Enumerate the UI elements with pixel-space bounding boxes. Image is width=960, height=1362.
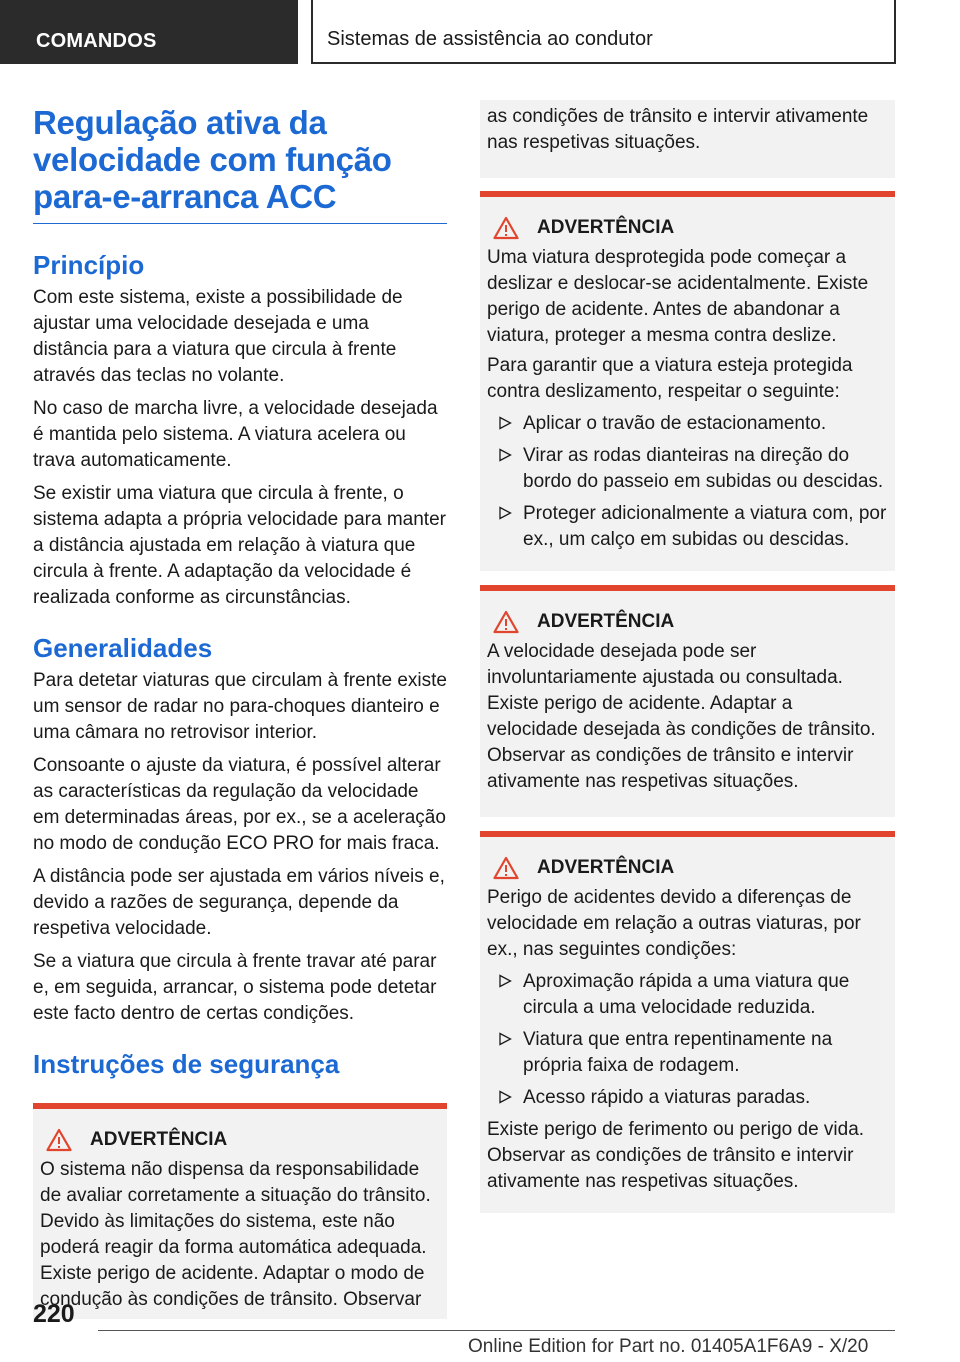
paragraph: Para detetar viaturas que circulam à frente existe um sensor de radar no para-choques dianteiro e uma câmara no retrovisor interior.: [33, 670, 447, 743]
warning-text: Perigo de acidentes devido a diferenças de velocidade em relação a outras viaturas, por ex., nas seguintes condições:: [487, 887, 861, 960]
warning-text: Para garantir que a viatura esteja protegida contra deslizamento, respeitar o seguinte:: [487, 355, 853, 402]
warning-title-text: ADVERTÊNCIA: [537, 217, 675, 238]
right-column: [480, 100, 895, 1213]
chapter-label: Sistemas de assistência ao condutor: [327, 28, 653, 50]
page-number: 220: [33, 1300, 75, 1328]
warning-title: [487, 609, 887, 635]
warning-box: [33, 1103, 447, 1319]
bullet-triangle-icon: [498, 1090, 512, 1104]
list-item: [487, 969, 887, 1021]
warning-title-text: ADVERTÊNCIA: [537, 857, 675, 878]
heading-principio: Princípio: [33, 250, 145, 280]
paragraph: A distância pode ser ajustada em vários níveis e, devido a razões de segurança, depende da respetiva velocidade.: [33, 866, 445, 939]
list-item-text: Acesso rápido a viaturas paradas.: [523, 1087, 811, 1108]
page-title: [33, 104, 447, 215]
warning-text: Uma viatura desprotegida pode começar a deslizar e deslocar-se acidentalmente. Existe perigo de acidente. Antes de abandonar a viatura, proteger a mesma contra deslize.: [487, 247, 869, 346]
title-rule: [33, 223, 447, 224]
warning-box: [480, 831, 895, 1213]
list-item: [487, 501, 887, 553]
bullet-triangle-icon: [498, 1032, 512, 1046]
warning-box-continued: [480, 100, 895, 178]
title-line: velocidade com função: [33, 141, 392, 178]
heading-generalidades: Generalidades: [33, 633, 213, 663]
warning-title: [40, 1127, 439, 1153]
list-item: [487, 1085, 887, 1111]
warning-box: [480, 191, 895, 571]
list-item: [487, 1027, 887, 1079]
warning-title: [487, 855, 887, 881]
chapter-tab: [311, 0, 896, 64]
list-item-text: Proteger adicionalmente a viatura com, por ex., um calço em subidas ou descidas.: [523, 503, 887, 550]
paragraph: Consoante o ajuste da viatura, é possível alterar as características da regulação da velocidade em determinadas áreas, por ex., se a aceleração no modo de condução ECO PRO for mais fraca.: [33, 755, 446, 854]
bullet-triangle-icon: [498, 416, 512, 430]
warning-triangle-icon: [493, 856, 519, 880]
paragraph: Se a viatura que circula à frente travar até parar e, em seguida, arrancar, o sistema pode detetar este facto dentro de certas condições.: [33, 951, 437, 1024]
list-item-text: Aproximação rápida a uma viatura que circula a uma velocidade reduzida.: [523, 971, 850, 1018]
title-line: Regulação ativa da: [33, 104, 327, 141]
list-item-text: Aplicar o travão de estacionamento.: [523, 413, 827, 434]
bullet-triangle-icon: [498, 448, 512, 462]
paragraph: No caso de marcha livre, a velocidade desejada é mantida pelo sistema. A viatura acelera ou trava automaticamente.: [33, 398, 438, 471]
warning-text: A velocidade desejada pode ser involuntariamente ajustada ou consultada. Existe perigo de acidente. Adaptar a velocidade desejada às condições de trânsito. Observar as condições de trânsito e intervir ativamente nas respetivas situações.: [487, 641, 876, 792]
warning-title-text: ADVERTÊNCIA: [537, 611, 675, 632]
warning-text: Existe perigo de ferimento ou perigo de vida. Observar as condições de trânsito e intervir ativamente nas respetivas situações.: [487, 1119, 865, 1192]
section-label: COMANDOS: [36, 30, 157, 52]
edition-note: Online Edition for Part no. 01405A1F6A9 - X/20: [468, 1336, 869, 1357]
footer-rule: [98, 1330, 895, 1331]
warning-box: [480, 585, 895, 817]
paragraph: Se existir uma viatura que circula à frente, o sistema adapta a própria velocidade para manter a distância ajustada em relação à viatura que circula à frente. A adaptação da velocidade é realizada conforme as circunstâncias.: [33, 483, 446, 608]
section-tab: [0, 0, 298, 64]
warning-text: as condições de trânsito e intervir ativamente nas respetivas situações.: [487, 106, 869, 153]
warning-title-text: ADVERTÊNCIA: [90, 1129, 228, 1150]
warning-triangle-icon: [493, 216, 519, 240]
warning-triangle-icon: [46, 1128, 72, 1152]
bullet-triangle-icon: [498, 974, 512, 988]
heading-seguranca: Instruções de segurança: [33, 1049, 340, 1079]
list-item: [487, 411, 887, 437]
list-item-text: Viatura que entra repentinamente na própria faixa de rodagem.: [523, 1029, 833, 1076]
warning-title: [487, 215, 887, 241]
list-item: [487, 443, 887, 495]
warning-text: O sistema não dispensa da responsabilidade de avaliar corretamente a situação do trânsito. Devido às limitações do sistema, este não poderá reagir da forma automática adequada. Existe perigo de acidente. Adaptar o modo de condução às condições de trânsito. Observar: [40, 1159, 431, 1310]
warning-list: [487, 969, 887, 1111]
title-line: para-e-arranca ACC: [33, 178, 337, 215]
warning-list: [487, 411, 887, 553]
bullet-triangle-icon: [498, 506, 512, 520]
list-item-text: Virar as rodas dianteiras na direção do bordo do passeio em subidas ou descidas.: [523, 445, 884, 492]
left-column: [33, 104, 447, 1319]
warning-triangle-icon: [493, 610, 519, 634]
paragraph: Com este sistema, existe a possibilidade de ajustar uma velocidade desejada e uma distância para a viatura que circula à frente através das teclas no volante.: [33, 287, 403, 386]
